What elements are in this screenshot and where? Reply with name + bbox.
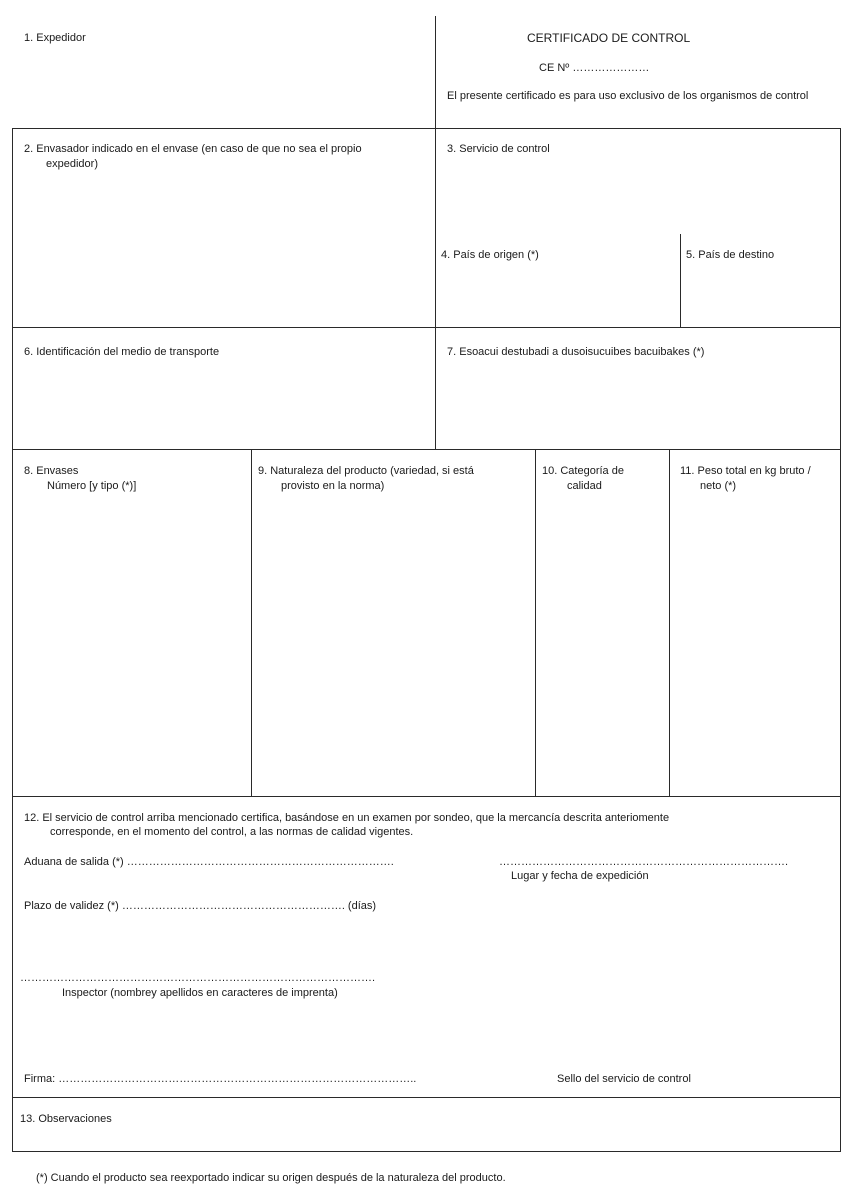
- plazo-field[interactable]: Plazo de validez (*) ……………………………………………………. (días): [24, 900, 377, 912]
- box5-label: 5. País de destino: [686, 249, 775, 261]
- box9-label-line1: 9. Naturaleza del producto (variedad, si está: [258, 465, 474, 477]
- certificate-title: CERTIFICADO DE CONTROL: [527, 31, 691, 45]
- certificate-number: CE Nº …………………: [539, 62, 650, 74]
- box1-label: 1. Expedidor: [24, 32, 86, 44]
- box6-label: 6. Identificación del medio de transporte: [24, 346, 220, 358]
- rule-box10-box11: [669, 449, 670, 797]
- rule-box4-box5: [680, 234, 681, 328]
- rule-row3-bottom: [12, 449, 841, 450]
- box8-label-line1: 8. Envases: [24, 465, 79, 477]
- box2-label-line1: 2. Envasador indicado en el envase (en caso de que no sea el propio: [24, 143, 362, 155]
- box8-label-line2: Número [y tipo (*)]: [47, 480, 137, 492]
- rule-row1-bottom: [12, 128, 841, 129]
- stamp-label: Sello del servicio de control: [557, 1073, 691, 1085]
- box4-label: 4. País de origen (*): [441, 249, 539, 261]
- box10-label-line1: 10. Categoría de: [542, 465, 624, 477]
- place-date-label: Lugar y fecha de expedición: [511, 870, 649, 882]
- box3-label: 3. Servicio de control: [447, 143, 550, 155]
- box13-label: 13. Observaciones: [20, 1113, 112, 1125]
- rule-box9-box10: [535, 449, 536, 797]
- inspector-label: Inspector (nombrey apellidos en caracteres de imprenta): [62, 987, 338, 999]
- rule-row2-bottom: [12, 327, 841, 328]
- box2-label-line2: expedidor): [46, 158, 98, 170]
- box7-label: 7. Esoacui destubadi a dusoisucuibes bacuibakes (*): [447, 346, 705, 358]
- inspector-name-field[interactable]: …………………………………………………………………………………….: [20, 972, 376, 984]
- rule-center: [435, 16, 436, 450]
- aduana-field[interactable]: Aduana de salida (*) ……………………………………………………………….: [24, 856, 394, 868]
- signature-field[interactable]: Firma: ……………………………………………………………………………………..: [24, 1073, 417, 1085]
- box9-label-line2: provisto en la norma): [281, 480, 385, 492]
- rule-left: [12, 128, 13, 1152]
- box10-label-line2: calidad: [567, 480, 602, 492]
- box12-statement-line1: 12. El servicio de control arriba mencionado certifica, basándose en un examen por sondeo, que la mercancía descrita anteriomente: [24, 812, 670, 824]
- rule-form-bottom: [12, 1151, 841, 1152]
- place-date-field[interactable]: …………………………………………………………………….: [499, 856, 789, 868]
- rule-row5-bottom: [12, 1097, 841, 1098]
- box11-label-line1: 11. Peso total en kg bruto /: [680, 465, 811, 477]
- rule-box8-box9: [251, 449, 252, 797]
- certificate-notice: El presente certificado es para uso exclusivo de los organismos de control: [447, 90, 809, 102]
- rule-right: [840, 128, 841, 1152]
- footnote: (*) Cuando el producto sea reexportado indicar su origen después de la naturaleza del producto.: [36, 1172, 506, 1184]
- box11-label-line2: neto (*): [700, 480, 737, 492]
- rule-row4-bottom: [12, 796, 841, 797]
- box12-statement-line2: corresponde, en el momento del control, a las normas de calidad vigentes.: [50, 826, 414, 838]
